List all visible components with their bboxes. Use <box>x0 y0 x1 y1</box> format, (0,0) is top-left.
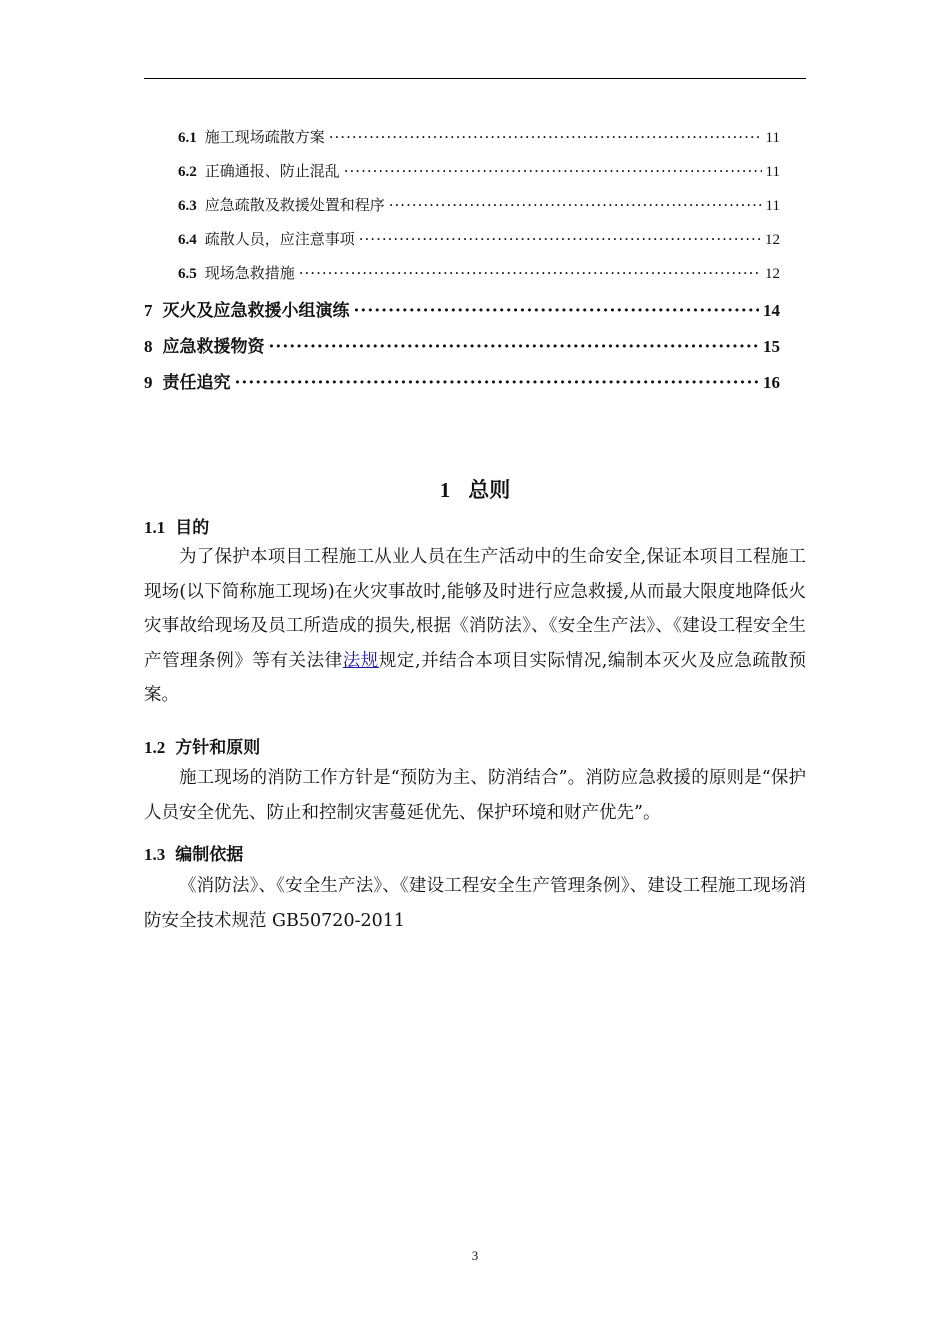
basis-paragraph: 《消防法》、《安全生产法》、《建设工程安全生产管理条例》、建设工程施工现场消防安全技术规范 GB50720-2011 <box>144 876 806 931</box>
paragraph-text: 规定,并结合本项目实际情况,编制本灭火及应急疏散预案。 <box>144 650 807 705</box>
chapter-number: 1 <box>439 478 451 502</box>
toc-item-8[interactable] <box>144 332 780 357</box>
toc-item-page: 11 <box>765 130 780 146</box>
section-heading-1-2 <box>144 733 260 758</box>
toc-item-6-5[interactable] <box>178 262 780 283</box>
toc-item-6-3[interactable] <box>178 194 780 215</box>
toc-item-page: 14 <box>763 301 780 320</box>
paragraph-text: 为了保护本项目工程施工从业人员在生产活动中的生命安全,保证本项目工程施工现场(以下简称施工现场)在火灾事故时,能够及时进行应急救援,从而最大限度地降低火灾事故给现场及员工所造成的损失,根据《消防法》、《安全生产法》、《建设工程安全生产管理条例》等有关法律 <box>144 547 806 671</box>
toc-item-title: 现场急救措施 <box>204 264 295 282</box>
section-number: 1.1 <box>144 518 166 537</box>
toc-item-title: 疏散人员，应注意事项 <box>204 230 355 248</box>
toc-item-6-2[interactable] <box>178 160 780 181</box>
toc-item-page: 15 <box>763 337 780 356</box>
toc-item-page: 12 <box>765 266 780 282</box>
toc-item-number: 9 <box>144 373 153 392</box>
toc-item-6-4[interactable] <box>178 228 780 249</box>
toc-leader-dots <box>354 301 760 321</box>
toc-item-title: 应急救援物资 <box>162 337 265 357</box>
page-number: 3 <box>471 1248 479 1263</box>
toc-item-title: 灭火及应急救援小组演练 <box>162 301 350 321</box>
toc-item-6-1[interactable] <box>178 126 780 147</box>
toc-item-title: 责任追究 <box>162 373 231 393</box>
header-rule <box>144 78 806 79</box>
toc-leader-dots <box>235 373 760 393</box>
toc-leader-dots <box>359 230 761 248</box>
section-title: 方针和原则 <box>175 738 261 758</box>
toc-item-page: 11 <box>765 198 780 214</box>
toc-item-page: 16 <box>763 373 780 392</box>
section-number: 1.3 <box>144 845 166 864</box>
toc-item-title: 应急疏散及救援处置和程序 <box>204 196 385 214</box>
section-heading-1-3 <box>144 840 243 865</box>
toc-item-9[interactable] <box>144 368 780 393</box>
toc-item-title: 施工现场疏散方案 <box>204 128 325 146</box>
toc-item-number: 7 <box>144 301 153 320</box>
principle-paragraph: 施工现场的消防工作方针是“预防为主、防消结合”。消防应急救援的原则是“保护人员安全优先、防止和控制灾害蔓延优先、保护环境和财产优先”。 <box>144 768 806 823</box>
section-title: 目的 <box>175 518 210 538</box>
purpose-paragraph <box>144 527 806 713</box>
chapter-title: 总则 <box>468 478 511 502</box>
toc-item-7[interactable] <box>144 296 780 321</box>
regulations-link[interactable]: 法规 <box>342 650 379 671</box>
section-number: 1.2 <box>144 738 166 757</box>
toc-leader-dots <box>344 162 762 180</box>
toc-item-number: 6.2 <box>178 164 197 180</box>
toc-item-number: 6.3 <box>178 198 197 214</box>
toc-item-number: 8 <box>144 337 153 356</box>
toc-item-page: 12 <box>765 232 780 248</box>
toc-item-number: 6.1 <box>178 130 197 146</box>
toc-item-number: 6.5 <box>178 266 197 282</box>
chapter-heading <box>0 474 950 504</box>
toc-leader-dots <box>389 196 762 214</box>
toc-item-title: 正确通报、防止混乱 <box>204 162 340 180</box>
section-title: 编制依据 <box>175 845 244 865</box>
toc-leader-dots <box>329 128 762 146</box>
toc-leader-dots <box>299 264 761 282</box>
toc-leader-dots <box>269 337 760 357</box>
toc-item-page: 11 <box>765 164 780 180</box>
toc-item-number: 6.4 <box>178 232 197 248</box>
